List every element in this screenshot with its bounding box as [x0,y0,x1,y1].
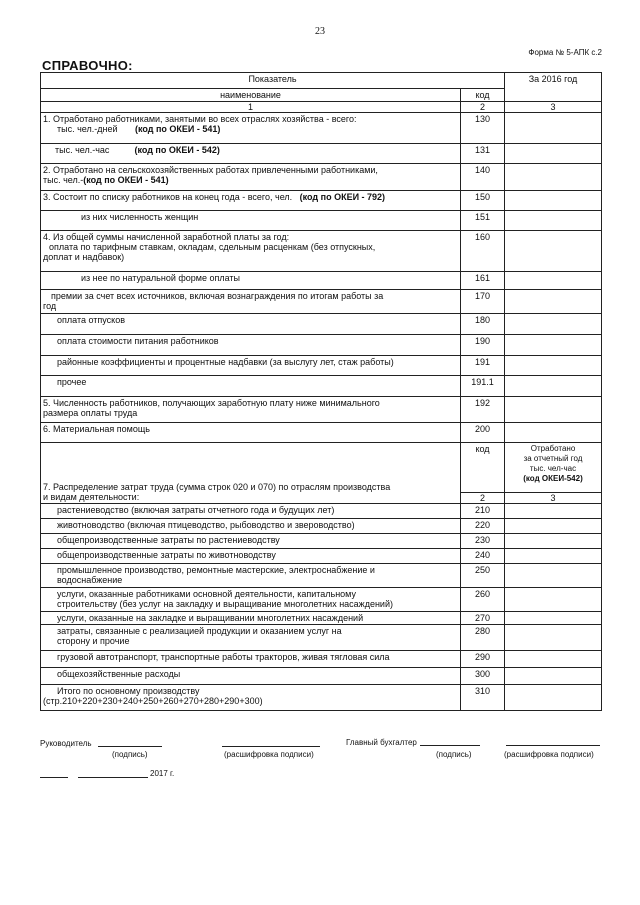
date-day-line[interactable] [40,777,68,778]
value-cell[interactable] [505,376,602,397]
row-text: 6. Материальная помощь [41,423,461,443]
table-row [41,668,602,685]
header-indicator: Показатель [41,73,505,89]
value-cell[interactable] [505,231,602,272]
row-code: 130 [461,113,505,144]
row-text: 4. Из общей суммы начисленной заработной платы за год: [43,232,290,242]
value-cell[interactable] [505,272,602,290]
okei-code: (код по ОКЕИ - 792) [299,192,386,202]
okei-code: (код по ОКЕИ - 541) [83,175,169,185]
table-row [41,397,602,423]
row-text: оплата стоимости питания работников [41,335,461,356]
row-code: 200 [461,423,505,443]
table-row [41,144,602,164]
section7-head: Отработано [530,444,576,453]
head-decode-caption: (расшифровка подписи) [224,750,314,759]
accountant-decode-line[interactable] [506,745,600,746]
value-cell[interactable] [505,549,602,564]
row-code: 250 [461,564,505,588]
header-col3: 3 [505,102,602,113]
labor-table [40,72,602,711]
row-code: 192 [461,397,505,423]
section7-col2: 2 [461,493,505,504]
section7-col3: 3 [505,493,602,504]
row-code: 280 [461,625,505,651]
row-text: из них численность женщин [41,211,461,231]
value-cell[interactable] [505,668,602,685]
row-text: оплата отпусков [41,314,461,335]
row-text: 1. Отработано работниками, занятыми во всех отраслях хозяйства - всего: [43,114,357,124]
table-row [41,314,602,335]
table-row [41,651,602,668]
table-row [41,549,602,564]
row-text: размера оплаты труда [43,408,138,418]
value-cell[interactable] [505,164,602,191]
value-cell[interactable] [505,588,602,612]
value-cell[interactable] [505,504,602,519]
date-year: 2017 г. [150,769,175,778]
accountant-signature-caption: (подпись) [436,750,472,759]
row-code: 180 [461,314,505,335]
table-row [41,211,602,231]
header-col2: 2 [461,102,505,113]
section7-okei: (код ОКЕИ-542) [523,474,583,483]
value-cell[interactable] [505,651,602,668]
row-code: 290 [461,651,505,668]
value-cell[interactable] [505,397,602,423]
row-text: прочее [41,376,461,397]
table-row [41,356,602,376]
row-text: Итого по основному производству [57,686,200,696]
value-cell[interactable] [505,534,602,549]
header-year: За 2016 год [505,73,602,102]
row-code: 210 [461,504,505,519]
table-row [41,519,602,534]
value-cell[interactable] [505,113,602,144]
accountant-label: Главный бухгалтер [346,738,417,747]
head-decode-line[interactable] [222,746,320,747]
table-row [41,164,602,191]
row-code: 191.1 [461,376,505,397]
row-text: общепроизводственные затраты по растениеводству [41,534,461,549]
row-code: 240 [461,549,505,564]
section7-title: 7. Распределение затрат труда (сумма строк 020 и 070) по отраслям производства [43,482,391,492]
table-row [41,625,602,651]
row-text: 2. Отработано на сельскохозяйственных работах привлеченными работниками, [43,165,378,175]
header-name: наименование [41,89,461,102]
section7-head: за отчетный год [523,454,583,463]
table-row [41,191,602,211]
value-cell[interactable] [505,519,602,534]
okei-code: (код по ОКЕИ - 542) [134,145,220,155]
row-code: 300 [461,668,505,685]
table-row [41,376,602,397]
row-text: водоснабжение [57,575,123,585]
okei-code: (код по ОКЕИ - 541) [135,124,221,134]
row-code: 170 [461,290,505,314]
row-text: премии за счет всех источников, включая вознаграждения по итогам работы за [51,291,384,301]
row-code: 310 [461,685,505,711]
row-text: общепроизводственные затраты по животноводству [41,549,461,564]
value-cell[interactable] [505,612,602,625]
header-col1: 1 [41,102,461,113]
row-text: тыс. чел.-час [55,145,110,155]
row-text: год [43,301,57,311]
value-cell[interactable] [505,290,602,314]
row-text: грузовой автотранспорт, транспортные работы тракторов, живая тягловая сила [41,651,461,668]
table-row [41,231,602,272]
row-text: услуги, оказанные работниками основной деятельности, капитальному [57,589,356,599]
table-row [41,335,602,356]
row-text: (стр.210+220+230+240+250+260+270+280+290+300) [43,696,263,706]
table-row [41,113,602,144]
row-text: растениеводство (включая затраты отчетного года и будущих лет) [41,504,461,519]
row-text: 3. Состоит по списку работников на конец года - всего, чел. [43,192,293,202]
head-signature-caption: (подпись) [112,750,148,759]
value-cell[interactable] [505,144,602,164]
row-code: 131 [461,144,505,164]
row-text: тыс. чел.-дней [57,124,118,134]
row-code: 150 [461,191,505,211]
row-text: тыс. чел.- [43,175,84,185]
row-text: районные коэффициенты и процентные надбавки (за выслугу лет, стаж работы) [41,356,461,376]
table-row [41,685,602,711]
value-cell[interactable] [505,211,602,231]
head-signature-line[interactable] [98,746,162,747]
page-number: 23 [315,26,325,37]
row-code: 270 [461,612,505,625]
header-code: код [461,89,505,102]
row-code: 260 [461,588,505,612]
section7-code-label: код [461,443,505,493]
value-cell[interactable] [505,356,602,376]
row-code: 160 [461,231,505,272]
row-text: услуги, оказанные на закладке и выращивании многолетних насаждений [41,612,461,625]
row-text: общехозяйственные расходы [41,668,461,685]
row-code: 140 [461,164,505,191]
section7-header-row [41,443,602,493]
date-month-line[interactable] [78,777,148,778]
value-cell[interactable] [505,685,602,711]
value-cell[interactable] [505,625,602,651]
form-label: Форма № 5-АПК с.2 [528,48,602,57]
row-text: из нее по натуральной форме оплаты [41,272,461,290]
row-text: затраты, связанные с реализацией продукции и оказанием услуг на [57,626,342,636]
row-code: 151 [461,211,505,231]
row-code: 191 [461,356,505,376]
table-row [41,588,602,612]
section7-title: и видам деятельности: [43,492,140,502]
accountant-decode-caption: (расшифровка подписи) [504,750,594,759]
table-row [41,564,602,588]
row-text: оплата по тарифным ставкам, окладам, сдельным расценкам (без отпускных, [49,242,376,252]
table-row [41,612,602,625]
row-text: промышленное производство, ремонтные мастерские, электроснабжение и [57,565,375,575]
row-code: 190 [461,335,505,356]
value-cell[interactable] [505,423,602,443]
section7-head: тыс. чел-час [529,464,577,473]
table-row [41,504,602,519]
row-text: сторону и прочие [57,636,130,646]
table-row [41,290,602,314]
value-cell[interactable] [505,564,602,588]
table-row [41,534,602,549]
accountant-signature-line[interactable] [420,745,480,746]
row-text: 5. Численность работников, получающих заработную плату ниже минимального [43,398,380,408]
section-title: СПРАВОЧНО: [42,58,133,73]
table-row [41,423,602,443]
head-label: Руководитель [40,739,92,748]
value-cell[interactable] [505,314,602,335]
table-row [41,272,602,290]
row-code: 230 [461,534,505,549]
row-code: 161 [461,272,505,290]
value-cell[interactable] [505,191,602,211]
row-text: строительству (без услуг на закладку и выращивание многолетних насаждений) [57,599,393,609]
row-text: доплат и надбавок) [43,252,125,262]
row-code: 220 [461,519,505,534]
value-cell[interactable] [505,335,602,356]
row-text: животноводство (включая птицеводство, рыбоводство и звероводство) [41,519,461,534]
